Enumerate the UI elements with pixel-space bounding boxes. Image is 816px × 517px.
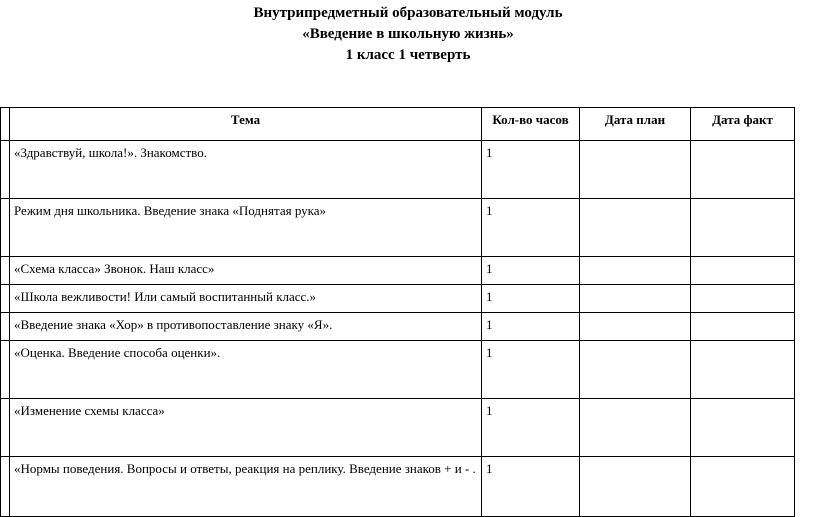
table-row: [1, 285, 795, 313]
hours-cell: 1: [482, 199, 580, 257]
topic-cell: «Оценка. Введение способа оценки».: [10, 341, 482, 399]
hours-cell: 1: [482, 457, 580, 517]
hours-cell: 1: [482, 285, 580, 313]
row-number-cell: [1, 199, 10, 257]
date-fact-cell: [691, 285, 795, 313]
topic-cell: «Изменение схемы класса»: [10, 399, 482, 457]
row-number-cell: [1, 285, 10, 313]
row-number-cell: [1, 341, 10, 399]
row-number-cell: [1, 257, 10, 285]
row-number-cell: [1, 399, 10, 457]
date-fact-cell: [691, 399, 795, 457]
date-plan-cell: [580, 285, 691, 313]
lesson-plan-table: [0, 107, 795, 517]
table-row: [1, 399, 795, 457]
grade-quarter: 1 класс 1 четверть: [345, 47, 471, 63]
topic-cell: «Схема класса» Звонок. Наш класс»: [10, 257, 482, 285]
number-column-header: [1, 108, 10, 141]
date-fact-cell: [691, 341, 795, 399]
table-row: [1, 199, 795, 257]
table-row: [1, 141, 795, 199]
date-plan-column-header: Дата план: [580, 108, 691, 141]
table-row: [1, 341, 795, 399]
hours-cell: 1: [482, 257, 580, 285]
hours-column-header: Кол-во часов: [482, 108, 580, 141]
hours-cell: 1: [482, 141, 580, 199]
topic-cell: «Введение знака «Хор» в противопоставление знаку «Я».: [10, 313, 482, 341]
date-plan-cell: [580, 313, 691, 341]
date-plan-cell: [580, 399, 691, 457]
date-fact-cell: [691, 141, 795, 199]
module-subtitle: «Введение в школьную жизнь»: [302, 26, 514, 42]
row-number-cell: [1, 141, 10, 199]
table-header-row: [1, 108, 795, 141]
row-number-cell: [1, 313, 10, 341]
date-fact-cell: [691, 313, 795, 341]
table-row: [1, 257, 795, 285]
table-row: [1, 457, 795, 517]
date-fact-cell: [691, 257, 795, 285]
topic-cell: «Здравствуй, школа!». Знакомство.: [10, 141, 482, 199]
topic-cell: «Нормы поведения. Вопросы и ответы, реакция на реплику. Введение знаков + и - .: [10, 457, 482, 517]
module-title: Внутрипредметный образовательный модуль: [253, 5, 563, 21]
date-plan-cell: [580, 199, 691, 257]
date-fact-cell: [691, 457, 795, 517]
table-row: [1, 313, 795, 341]
topic-cell: «Школа вежливости! Или самый воспитанный класс.»: [10, 285, 482, 313]
date-plan-cell: [580, 141, 691, 199]
date-fact-column-header: Дата факт: [691, 108, 795, 141]
hours-cell: 1: [482, 399, 580, 457]
topic-cell: Режим дня школьника. Введение знака «Поднятая рука»: [10, 199, 482, 257]
date-plan-cell: [580, 257, 691, 285]
row-number-cell: [1, 457, 10, 517]
date-plan-cell: [580, 341, 691, 399]
hours-cell: 1: [482, 341, 580, 399]
document-header: [0, 3, 816, 66]
topic-column-header: Тема: [10, 108, 482, 141]
date-fact-cell: [691, 199, 795, 257]
hours-cell: 1: [482, 313, 580, 341]
date-plan-cell: [580, 457, 691, 517]
